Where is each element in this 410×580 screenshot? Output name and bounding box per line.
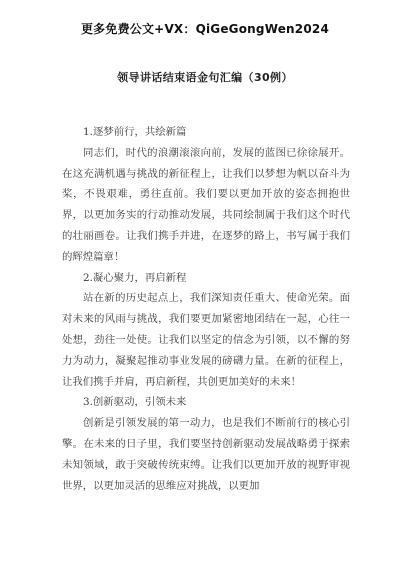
banner-text: 更多免费公文+VX：QiGeGongWen2024 (80, 22, 329, 36)
section-paragraph: 同志们，时代的浪潮滚滚向前，发展的蓝图已徐徐展开。在这充满机遇与挑战的新征程上，让我们以梦想为帆以奋斗为桨，不畏艰难，勇往直前。我们要以更加开放的姿态拥抱世界，以更加务实的行动推动发展，共同绘制属于我们这个时代的壮丽画卷。让我们携手并进，在逐梦的路上，书写属于我们的辉煌篇章！ (62, 146, 350, 263)
document-title: 领导讲话结束语金句汇编（30例） (117, 71, 293, 84)
section-paragraph: 站在新的历史起点上，我们深知责任重大、使命光荣。面对未来的风雨与挑战，我们要更加紧密地团结在一起，心往一处想，劲往一处使。让我们以坚定的信念为引领，以不懈的努力为动力，凝聚起推动事业发展的磅礴力量。在新的征程上，让我们携手并肩，再启新程，共创更加美好的未来！ (62, 292, 350, 388)
section-heading: 3.创新驱动，引领未来 (83, 396, 187, 409)
section-heading: 2.凝心聚力，再启新程 (83, 271, 187, 284)
section-paragraph: 创新是引领发展的第一动力，也是我们不断前行的核心引擎。在未来的日子里，我们要坚持创新驱动发展战略勇于探索未知领域，敢于突破传统束缚。让我们以更加开放的视野审视世界，以更加灵活的思维应对挑战，以更加 (62, 417, 350, 492)
section-heading: 1.逐梦前行，共绘新篇 (83, 126, 187, 138)
document-body (62, 122, 350, 496)
